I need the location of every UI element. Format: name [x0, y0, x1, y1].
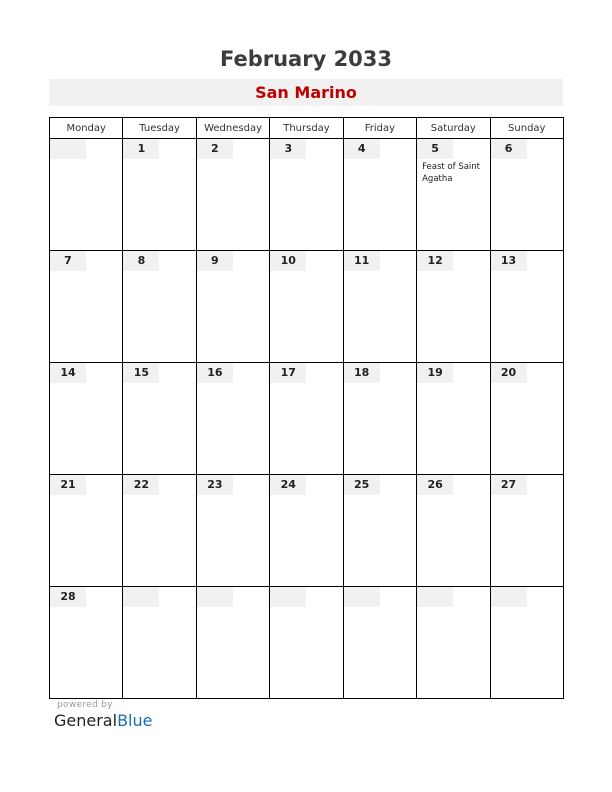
calendar-week-row — [50, 139, 564, 251]
weekday-header: Wednesday — [196, 118, 269, 139]
day-number: 22 — [123, 475, 159, 495]
day-number: 19 — [417, 363, 453, 383]
day-number: 15 — [123, 363, 159, 383]
day-cell — [490, 475, 563, 587]
calendar-week-row — [50, 363, 564, 475]
day-number — [50, 139, 86, 159]
weekday-header: Sunday — [490, 118, 563, 139]
day-number: 16 — [197, 363, 233, 383]
weekday-header: Saturday — [417, 118, 490, 139]
day-number: 17 — [270, 363, 306, 383]
day-number: 4 — [344, 139, 380, 159]
day-cell — [196, 251, 269, 363]
day-number: 28 — [50, 587, 86, 607]
day-cell — [417, 587, 490, 699]
holiday-event: Feast of Saint Agatha — [422, 162, 481, 184]
day-cell — [417, 251, 490, 363]
day-number: 27 — [491, 475, 527, 495]
calendar-body — [50, 139, 564, 699]
day-number: 23 — [197, 475, 233, 495]
day-number: 24 — [270, 475, 306, 495]
day-cell — [123, 251, 196, 363]
day-cell — [196, 363, 269, 475]
weekday-header: Tuesday — [123, 118, 196, 139]
day-cell — [50, 587, 123, 699]
day-number: 6 — [491, 139, 527, 159]
day-number: 21 — [50, 475, 86, 495]
weekday-header: Thursday — [270, 118, 343, 139]
day-cell — [417, 363, 490, 475]
day-number — [417, 587, 453, 607]
brand-name-part2: Blue — [117, 711, 153, 730]
brand-name-part1: General — [54, 711, 118, 730]
day-number — [197, 587, 233, 607]
day-number — [270, 587, 306, 607]
day-cell — [50, 363, 123, 475]
day-number: 14 — [50, 363, 86, 383]
country-name: San Marino — [255, 83, 357, 102]
day-number: 26 — [417, 475, 453, 495]
day-number: 5 — [417, 139, 453, 159]
day-cell — [270, 587, 343, 699]
day-cell — [196, 139, 269, 251]
day-cell — [490, 251, 563, 363]
day-cell — [270, 251, 343, 363]
day-number — [123, 587, 159, 607]
day-cell — [123, 139, 196, 251]
day-number: 25 — [344, 475, 380, 495]
weekday-header-row — [50, 118, 564, 139]
day-cell — [50, 251, 123, 363]
day-cell — [50, 475, 123, 587]
day-cell — [417, 139, 490, 251]
calendar-week-row — [50, 251, 564, 363]
day-cell — [196, 475, 269, 587]
day-cell — [123, 363, 196, 475]
day-number: 18 — [344, 363, 380, 383]
day-number: 2 — [197, 139, 233, 159]
day-cell — [343, 587, 416, 699]
day-number: 3 — [270, 139, 306, 159]
day-cell — [490, 587, 563, 699]
day-number: 11 — [344, 251, 380, 271]
day-number: 13 — [491, 251, 527, 271]
day-cell — [270, 363, 343, 475]
country-banner — [49, 79, 563, 106]
day-number: 12 — [417, 251, 453, 271]
day-cell — [50, 139, 123, 251]
weekday-header: Monday — [50, 118, 123, 139]
day-cell — [270, 475, 343, 587]
page-title: February 2033 — [219, 47, 393, 71]
day-number — [491, 587, 527, 607]
day-number: 8 — [123, 251, 159, 271]
day-cell — [123, 475, 196, 587]
calendar-week-row — [50, 587, 564, 699]
day-cell — [343, 475, 416, 587]
day-cell — [490, 363, 563, 475]
calendar-week-row — [50, 475, 564, 587]
calendar-grid — [49, 117, 564, 699]
day-cell — [490, 139, 563, 251]
powered-by-label: powered by — [57, 700, 113, 710]
day-number — [344, 587, 380, 607]
day-cell — [123, 587, 196, 699]
day-cell — [270, 139, 343, 251]
day-cell — [343, 139, 416, 251]
day-cell — [417, 475, 490, 587]
day-number: 10 — [270, 251, 306, 271]
day-number: 9 — [197, 251, 233, 271]
day-number: 1 — [123, 139, 159, 159]
day-number: 7 — [50, 251, 86, 271]
day-cell — [343, 363, 416, 475]
day-cell — [343, 251, 416, 363]
day-cell — [196, 587, 269, 699]
brand-logo — [54, 711, 152, 730]
weekday-header: Friday — [343, 118, 416, 139]
day-number: 20 — [491, 363, 527, 383]
